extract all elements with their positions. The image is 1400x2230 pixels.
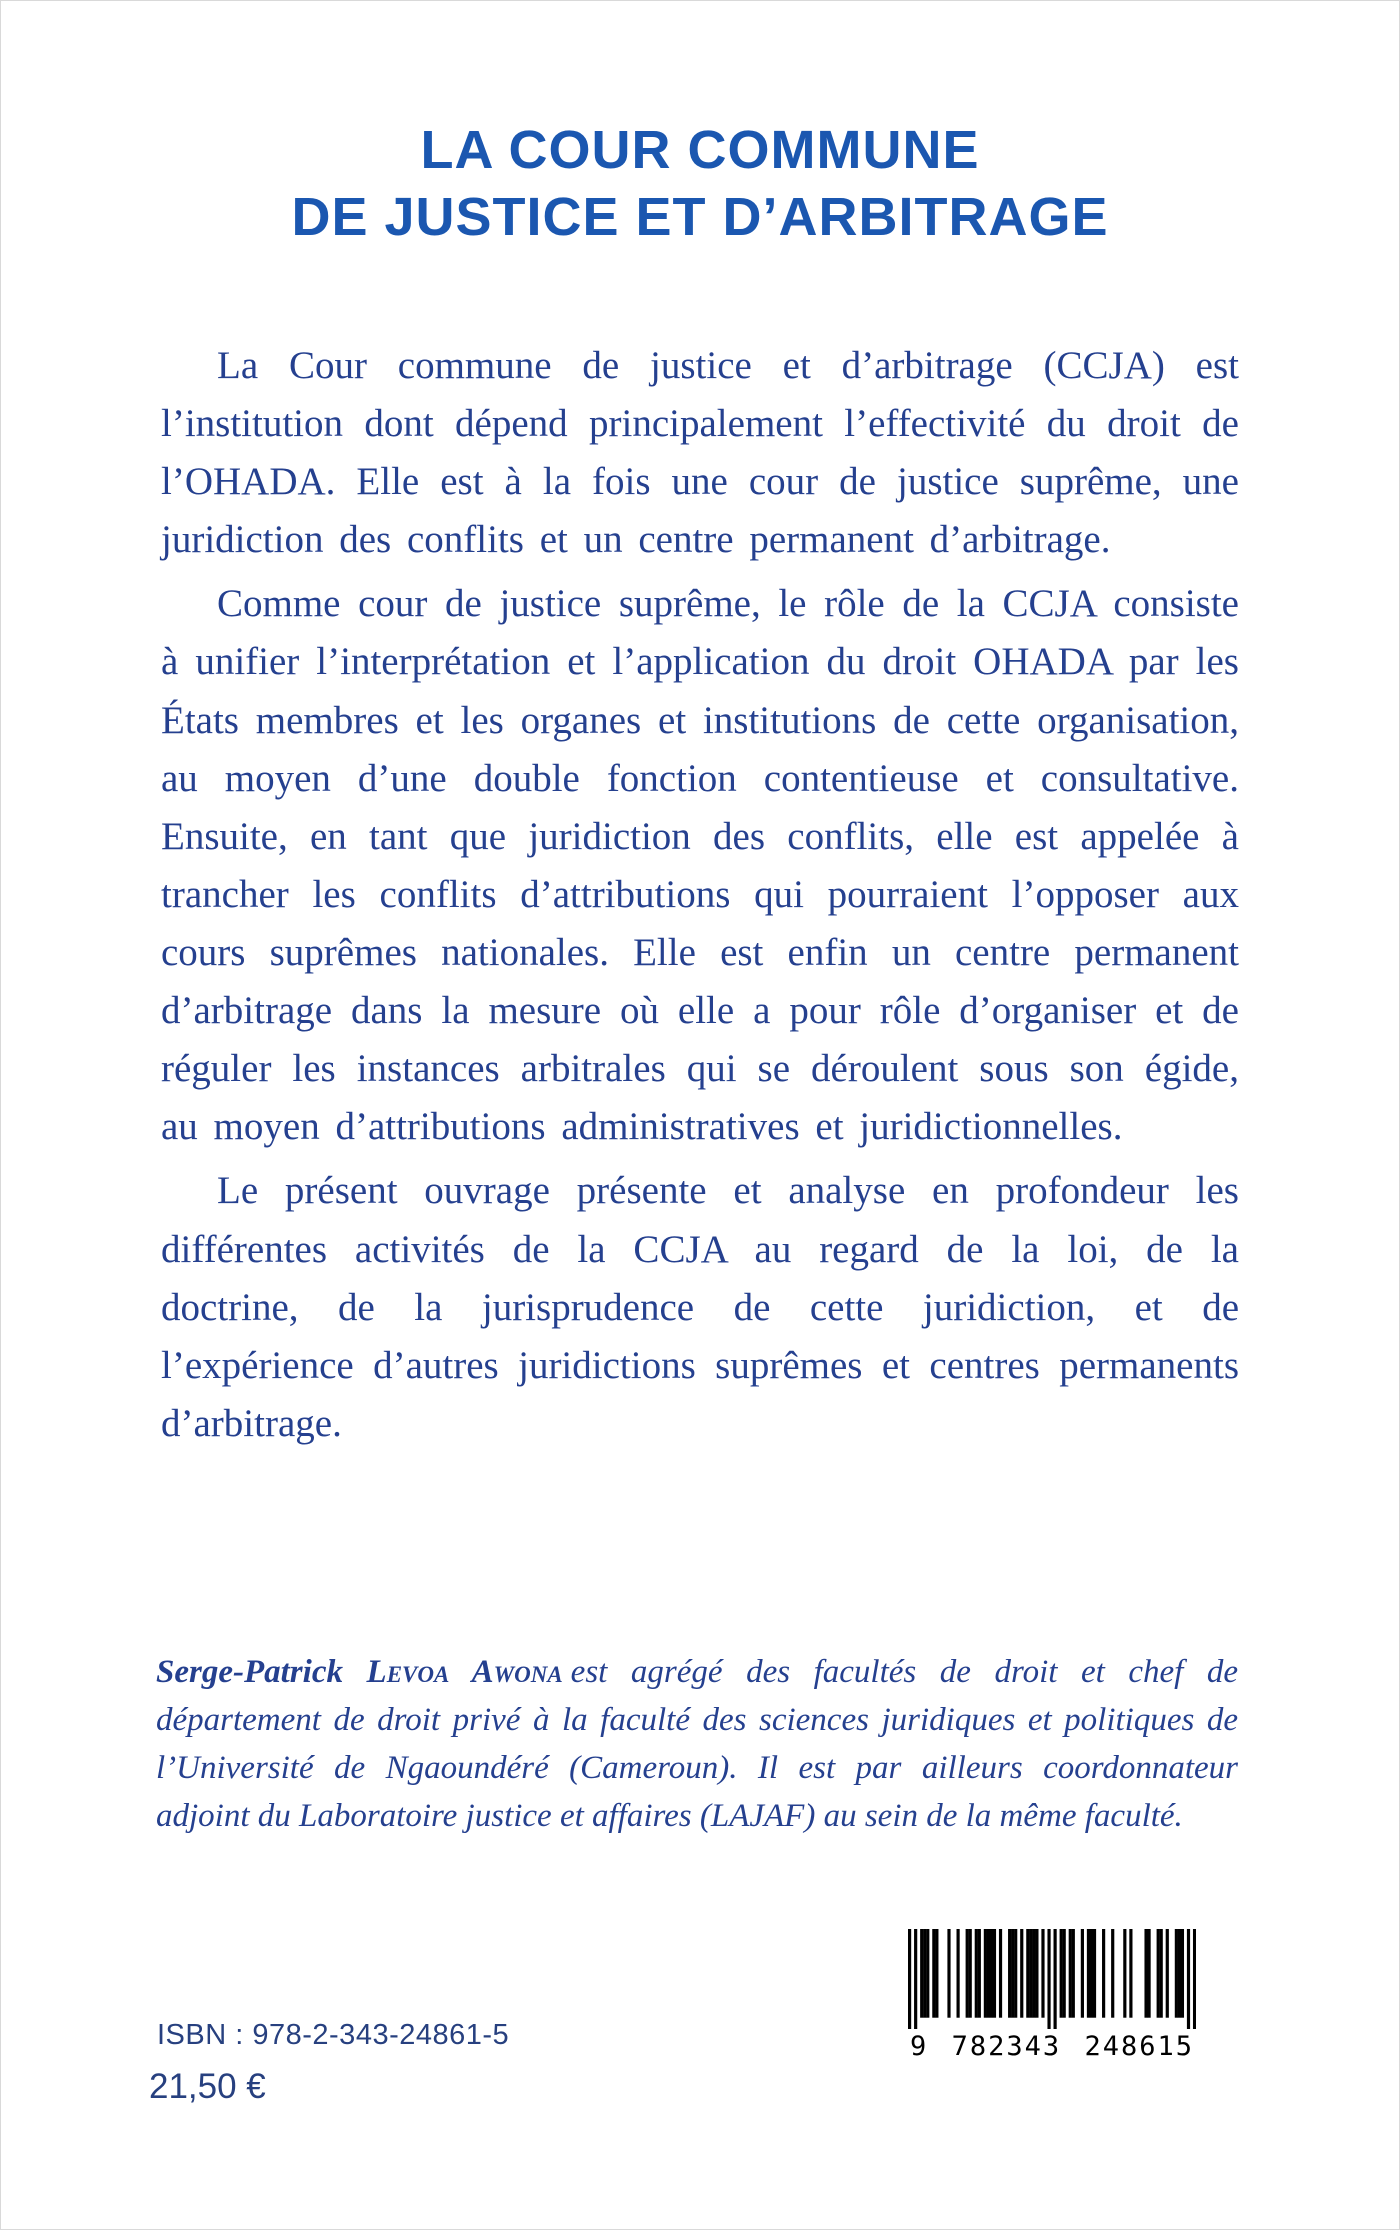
barcode [908, 1929, 1196, 2062]
synopsis [161, 337, 1239, 1453]
barcode-digits [908, 2031, 1196, 2062]
book-title [1, 117, 1399, 251]
barcode-digit-group-1: 9 [910, 2031, 929, 2062]
author-last-name: Levoa Awona [366, 1654, 563, 1690]
author-name [156, 1654, 563, 1690]
barcode-digit-group-2: 782343 [951, 2031, 1062, 2062]
isbn-label: ISBN : 978-2-343-24861-5 [157, 2019, 510, 2051]
synopsis-paragraph-1: La Cour commune de justice et d’arbitrage (CCJA) est l’institution dont dépend principalement l’effectivité du droit de l’OHADA. Elle est à la fois une cour de justice suprême, une juridiction des conflits et un centre permanent d’arbitrage. [161, 343, 1239, 562]
author-first-name: Serge-Patrick [156, 1654, 343, 1690]
book-title-line1: LA COUR COMMUNE [420, 120, 980, 180]
synopsis-paragraph-3: Le présent ouvrage présente et analyse en profondeur les différentes activités de la CCJA au regard de la loi, de la doctrine, de la jurisprudence de cette juridiction, et de l’expérience d’autres juridictions suprêmes et centres permanents d’arbitrage. [161, 1169, 1239, 1445]
price-label: 21,50 € [149, 2067, 266, 2106]
book-title-line2: DE JUSTICE ET D’ARBITRAGE [291, 186, 1109, 247]
author-bio [156, 1649, 1238, 1840]
barcode-digit-group-3: 248615 [1084, 2031, 1194, 2062]
author-bio-text: est agrégé des facultés de droit et chef de département de droit privé à la faculté des sciences juridiques et politiques de l’Université de Ngaoundéré (Cameroun). Il est par ailleurs coordonnateur adjoint du Laboratoire justice et affaires (LAJAF) au sein de la même faculté. [156, 1654, 1239, 1834]
barcode-bars [908, 1929, 1196, 2029]
synopsis-paragraph-2: Comme cour de justice suprême, le rôle de la CCJA consiste à unifier l’interprétation et l’application du droit OHADA par les États membres et les organes et institutions de cette organisation, au moyen d’une double fonction contentieuse et consultative. Ensuite, en tant que juridiction des conflits, elle est appelée à trancher les conflits d’attributions qui pourraient l’opposer aux cours suprêmes nationales. Elle est enfin un centre permanent d’arbitrage dans la mesure où elle a pour rôle d’organiser et de réguler les instances arbitrales qui se déroulent sous son égide, au moyen d’attributions administratives et juridictionnelles. [161, 582, 1239, 1149]
